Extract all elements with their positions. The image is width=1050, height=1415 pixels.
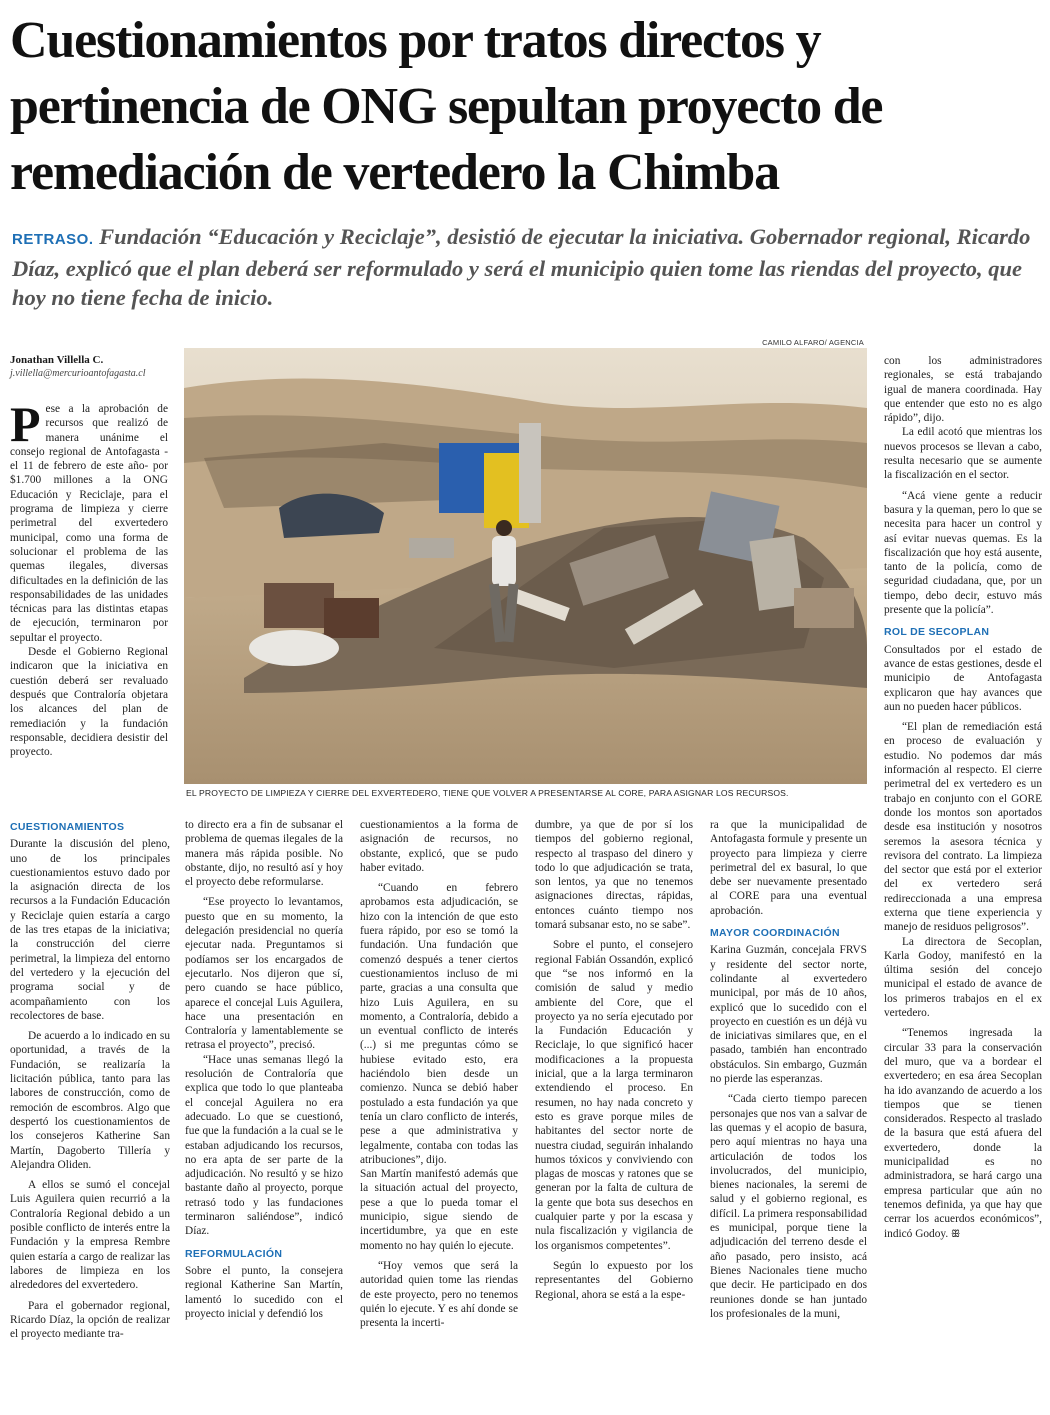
lead-paragraph xyxy=(12,222,1042,312)
column-4 xyxy=(535,818,693,1410)
paragraph: ra que la municipalidad de Antofagasta formule y presente un proyecto para limpieza y cierre perimetral del ex basural, lo que debe ser nuevamente presentado al CORE para una eventual aprobación. xyxy=(710,819,867,917)
paragraph: Karina Guzmán, concejala FRVS y residente del sector norte, colindante al exvertedero municipal, por más de 10 años, explicó que lo sucedido con el proyecto en cuestión es un déjà vu de iniciativas similares que, en el pasado, también han encontrado obstáculos. Sin embargo, Guzmán no pierde las esperanzas. xyxy=(710,944,867,1086)
author-name: Jonathan Villella C. xyxy=(10,354,104,366)
end-mark-icon: ꕥ xyxy=(951,1228,961,1240)
paragraph: De acuerdo a lo indicado en su oportunidad, a través de la Fundación, se realizaría la licitación pública, tanto para las labores de construcción, como de remoción de escombros. Algo que despertó los cuestionamientos de los consejeros Katherine San Martín, Dagoberto Tillería y Alejandra Oliden. xyxy=(10,1030,170,1171)
paragraph: “Cada cierto tiempo parecen personajes que nos van a salvar de las quemas y el acopio de basura, pero aquí mientras no haya una articulación de todos los involucrados, del municipio, bienes nacionales, la seremi de salud y el gobierno regional, es difícil. La primera responsabilidad es municipal, porque tiene la adjudicación del terreno desde el año pasado, pero insisto, acá Bienes Nacionales tiene mucho que decir. He participado en dos reuniones donde se han juntado los profesionales de la muni, xyxy=(710,1093,867,1320)
subheading: ROL DE SECOPLAN xyxy=(884,626,990,639)
drop-cap: P xyxy=(10,402,41,452)
lead-text: Fundación “Educación y Reciclaje”, desistió de ejecutar la iniciativa. Gobernador regional, Ricardo Díaz, explicó que el plan deberá ser reformulado y será el municipio quien tome las riendas del proyecto, que hoy no tiene fecha de inicio. xyxy=(12,224,1031,310)
paragraph: Según lo expuesto por los representantes del Gobierno Regional, ahora se está a la espe- xyxy=(535,1259,693,1301)
paragraph: “Acá viene gente a reducir basura y la queman, pero lo que se necesita para hacer un control y así evitar nuevas quemas. Es la fiscalización que hoy está ausente, tanto de la policía, como de seguridad ciudadana, que, por un tiempo, debo decir, estuvo más presente que la policía”. xyxy=(884,489,1042,617)
paragraph: Desde el Gobierno Regional indicaron que la iniciativa en cuestión deberá ser revaluado después que Contraloría objetara los alcances del plan de remediación y la fundación responsable, decidiera desistir del proyecto. xyxy=(10,646,168,759)
lead-kicker: RETRASO. xyxy=(12,231,94,248)
paragraph: “Hoy vemos que será la autoridad quien tome las riendas de este proyecto, pero no tenemos quién lo ejecute. Y es ahí donde se presenta la incerti- xyxy=(360,1259,518,1330)
paragraph: “Ese proyecto lo levantamos, puesto que en su momento, la delegación presidencial no quería ejecutar nada. Preguntamos si podíamos ser los encargados de ejecutarlo. Nos dijeron que sí, pero cuando se hace público, aparece el concejal Luis Aguilera, hace una presentación en Contraloría y lamentablemente se retrasa el proyecto”, precisó. xyxy=(185,896,343,1052)
byline xyxy=(10,354,180,379)
paragraph: Durante la discusión del pleno, uno de los principales cuestionamientos estuvo dado por la asignación directa de los recursos a la Fundación Educación y Reciclaje quien estaría a cargo de las tres etapas de la iniciativa; la construcción del cierre perimetral, la limpieza del entorno del vertedero y la ejecución del programa social y de acompañamiento con los recolectores de base. xyxy=(10,838,170,1022)
column-2 xyxy=(185,818,343,1410)
column-5 xyxy=(710,818,867,1410)
paragraph: dumbre, ya que de por sí los tiempos del gobierno regional, respecto al traspaso del dinero y todo lo que adjudicación se trata, son lentos, ya que no tenemos asignaciones directas, rápidas, entonces cuánto tiempo nos tomará subsanar esto, no se sabe”. xyxy=(535,819,693,932)
paragraph: ese a la aprobación de recursos que realizó de manera unánime el consejo regional de Antofagasta -el 11 de febrero de este año- por $1.700 millones a la ONG Educación y Reciclaje, para el programa de limpieza y cierre perimetral del exvertedero municipal, como una forma de solucionar el problema de las quemas ilegales, diversas dificultades en la definición de las responsabilidades de las unidades técnicas para las distintas etapas de ejecución, terminaron por sepultar el proyecto. xyxy=(10,403,168,644)
author-email: j.villella@mercurioantofagasta.cl xyxy=(10,368,146,379)
paragraph: “Hace unas semanas llegó la resolución de Contraloría que explica que todo lo que planteaba el concejal Aguilera no era adecuado. Lo que se cuestionó, fue que la fundación a la cual se le estaban adjudicando los recursos, no era apta de ser parte de la adjudicación. No resultó y se hizo bastante daño al proyecto, porque retrasó todo y las fundaciones terminaron saliéndose”, indicó Díaz. xyxy=(185,1053,343,1238)
column-1 xyxy=(10,818,170,1410)
subheading: CUESTIONAMIENTOS xyxy=(10,821,125,833)
paragraph: A ellos se sumó el concejal Luis Aguilera quien recurrió a la Contraloría Regional debido a un posible conflicto de interés entre la Fundación y la empresa Rembre quien estaría a cargo de realizar las labores de limpieza en los alrededores del exvertedero. xyxy=(10,1179,170,1292)
subheading: MAYOR COORDINACIÓN xyxy=(710,927,840,940)
paragraph: to directo era a fin de subsanar el problema de quemas ilegales de la manera más rápida posible. No obstante, dijo, no resultó así y hoy el proyecto debe reformularse. xyxy=(185,819,343,889)
photo-caption: EL PROYECTO DE LIMPIEZA Y CIERRE DEL EXVERTEDERO, TIENE QUE VOLVER A PRESENTARSE AL CORE, PARA ASIGNAR LOS RECURSOS. xyxy=(186,788,789,798)
paragraph xyxy=(884,1026,1042,1241)
landfill-photo xyxy=(184,348,867,784)
headline: Cuestionamientos por tratos directos y pertinencia de ONG sepultan proyecto de remediación de vertedero la Chimba xyxy=(10,12,883,201)
paragraph: con los administradores regionales, se está trabajando igual de manera coordinada. Hay que entender que esto no es algo rápido”, dijo. xyxy=(884,355,1042,425)
photo-credit: CAMILO ALFARO/ AGENCIA xyxy=(762,338,864,347)
paragraph: Sobre el punto, el consejero regional Fabián Ossandón, explicó que “se nos informó en la comisión de salud y medio ambiente del Core, que el proyecto ya no sería ejecutado por la Fundación Educación y Reciclaje, lo que significó hacer modificaciones a la propuesta inicial, que a la larga terminaron extendiendo el proceso. En resumen, no hay nada concreto y esto es grave porque miles de habitantes del sector norte de nuestra ciudad, seguirán inhalando humos tóxicos y conviviendo con plagas de moscas y ratones que se generan por la falta de cultura de la gente que bota sus desechos en cualquier parte y por la escasa y nula fiscalización y vigilancia de los organismos competentes”. xyxy=(535,939,693,1252)
column-1-top xyxy=(10,402,168,802)
paragraph: Consultados por el estado de avance de estas gestiones, desde el municipio de Antofagasta explicaron que hay avances que aun no pueden hacer públicos. xyxy=(884,643,1042,713)
paragraph: “Cuando en febrero aprobamos esta adjudicación, se hizo con la intención de que esto fuera rápido, por eso se tomó la fundación. Una fundación que comenzó después a tener ciertos cuestionamientos incluso de mi parte, gracias a una consulta que hizo Luis Aguilera, en su momento, a Contraloría, debido a un eventual conflicto de interés (...) si me preguntas cómo se hubiese evitado esto, era haciéndolo bien desde un comienzo. Nunca se debió haber postulado a esta fundación ya que tenía un claro conflicto de interés, pese a que administrativa y legalmente, contaba con todas las atribuciones”, dijo. xyxy=(360,882,518,1166)
landfill-photo-illustration xyxy=(184,348,867,784)
paragraph: Sobre el punto, la consejera regional Katherine San Martín, lamentó lo sucedido con el proyecto inicial y defendió los xyxy=(185,1264,343,1320)
column-3 xyxy=(360,818,518,1410)
paragraph: La directora de Secoplan, Karla Godoy, manifestó en la última sesión del concejo municipal el estado de avance de los primeros trabajos en el ex vertedero. xyxy=(884,935,1042,1020)
paragraph: “El plan de remediación está en proceso de evaluación y estudio. No podemos dar más información al respecto. El cierre perimetral del ex vertedero es un trabajo en conjunto con el GORE donde los montos son aportados desde esa institución y nosotros seremos la asesora técnica y revisora del contrato. La limpieza del sector que está por el exterior del ex vertedero será redireccionada a una empresa externa que tiene experiencia y manejo de residuos peligrosos”. xyxy=(884,721,1042,934)
paragraph: La edil acotó que mientras los nuevos procesos se llevan a cabo, resulta necesario que se aumente la fiscalización en el sector. xyxy=(884,426,1042,482)
column-6 xyxy=(884,354,1042,1412)
subheading: REFORMULACIÓN xyxy=(185,1247,283,1260)
paragraph: cuestionamientos a la forma de asignación de recursos, no obstante, explicó, que se pudo haber evitado. xyxy=(360,819,518,874)
paragraph: Para el gobernador regional, Ricardo Díaz, la opción de realizar el proyecto mediante tra- xyxy=(10,1299,170,1341)
paragraph: San Martín manifestó además que la situación actual del proyecto, pese a que lo pueda tomar el municipio, sigue siendo de incertidumbre, ya que en este momento no hay quién lo ejecute. xyxy=(360,1168,518,1252)
closing-quote-text: “Tenemos ingresada la circular 33 para la conservación del muro, que va a bordear el exvertedero; en esa área Secoplan ha ido avanzando de acuerdo a los tiempos que se tienen considerados. Respecto al traslado de la basura que está afuera del exvertedero, donde la municipalidad es no administradora, se hará cargo una empresa particular que aún no tenemos definida, ya que hay que cerrar los acuerdos económicos”, indicó Godoy. xyxy=(884,1027,1042,1240)
